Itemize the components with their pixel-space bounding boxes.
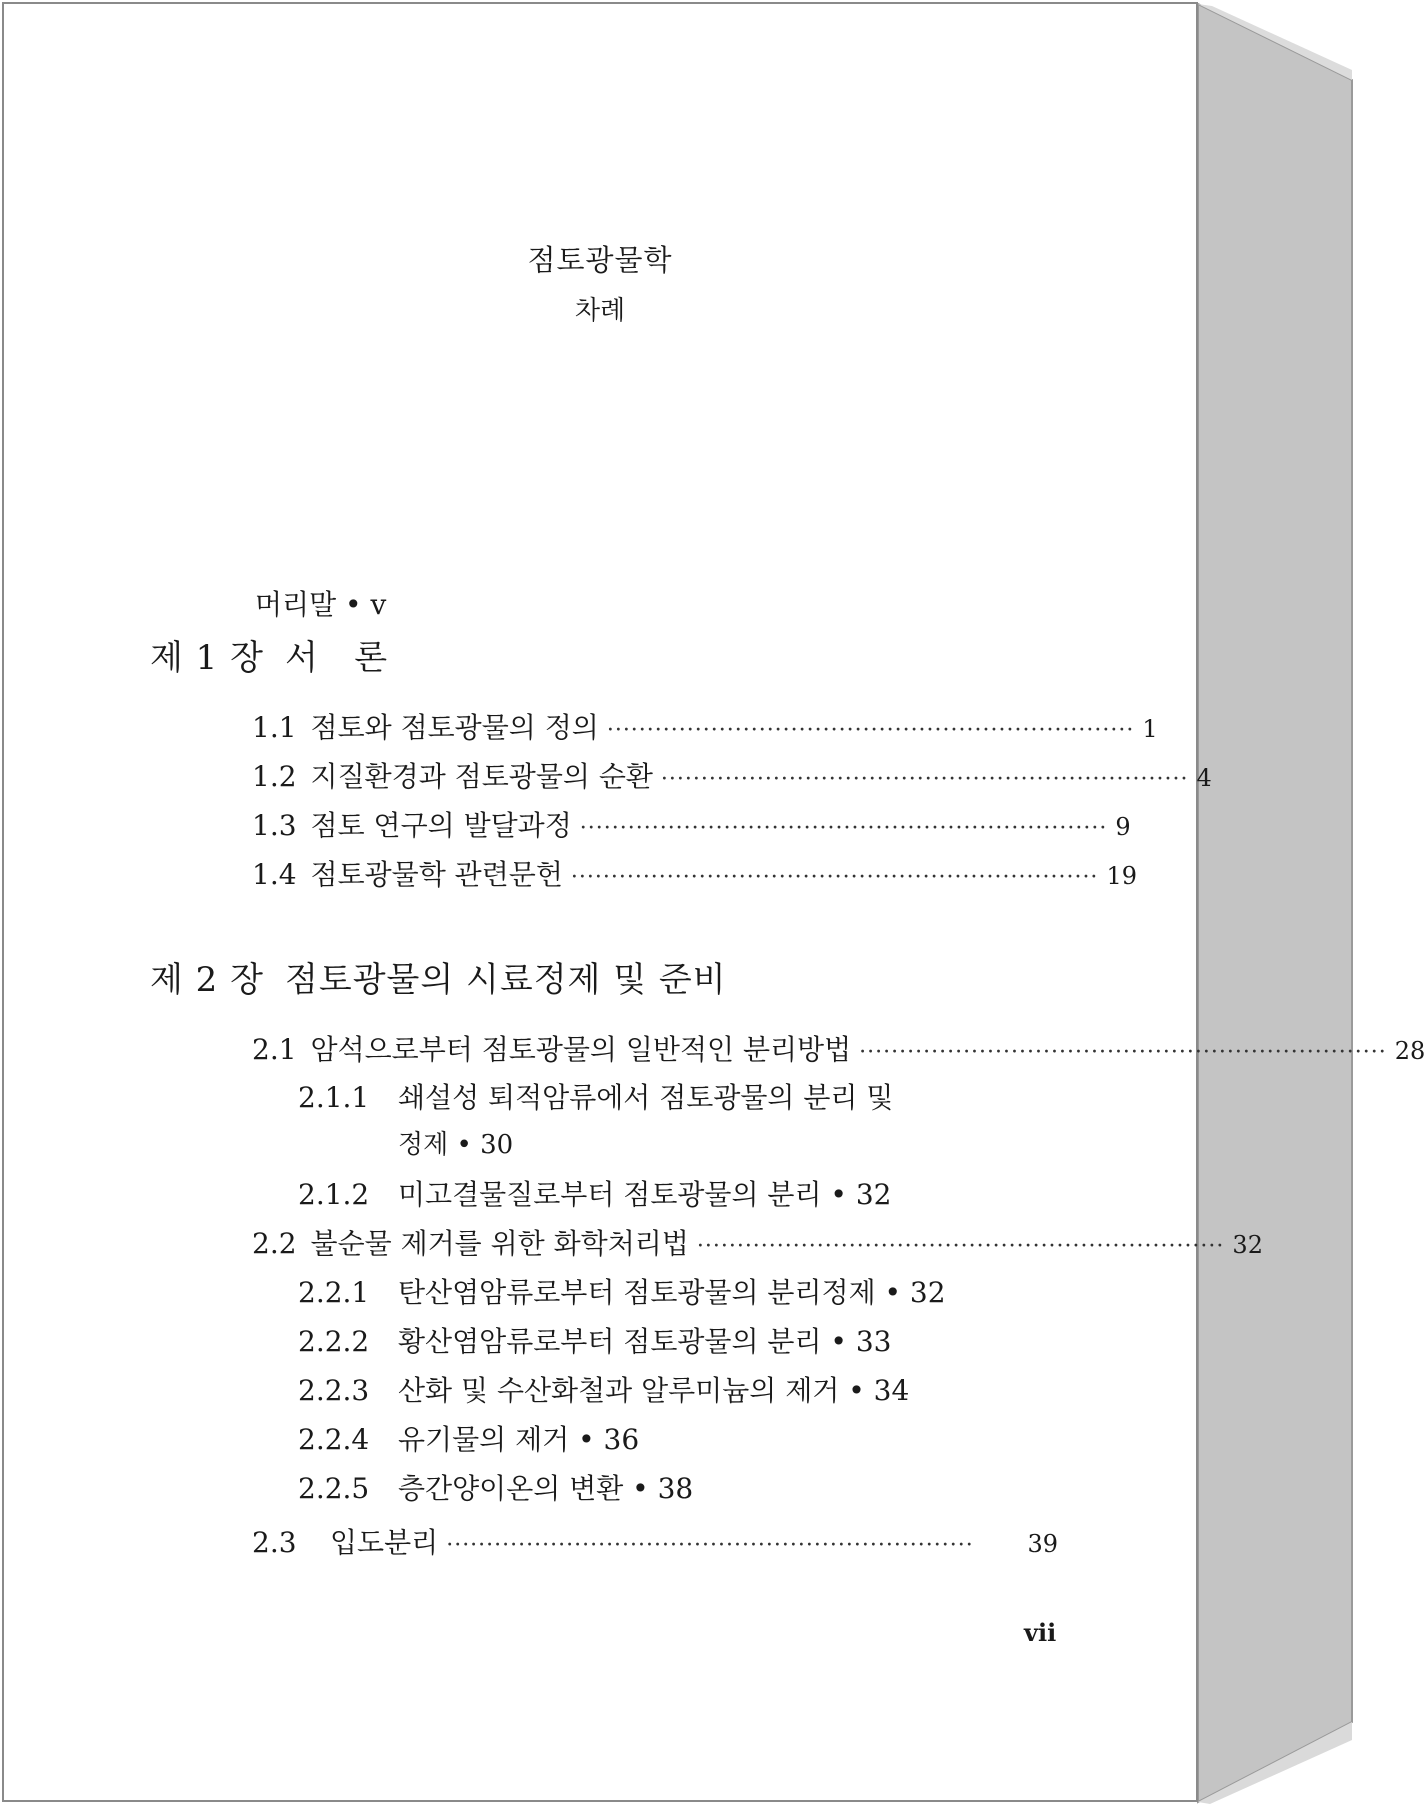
toc-entry-2-1-2[interactable] bbox=[298, 1173, 891, 1213]
chapter-number: 제 2 장 bbox=[150, 960, 264, 1000]
book-title: 점토광물학 bbox=[527, 243, 673, 277]
section-title: 점토와 점토광물의 정의 bbox=[310, 711, 599, 744]
section-title: 불순물 제거를 위한 화학처리법 bbox=[310, 1227, 689, 1260]
dot-leader: ·································································· bbox=[859, 1040, 1387, 1065]
page-number: 39 bbox=[1027, 1530, 1058, 1558]
section-title: 황산염암류로부터 점토광물의 분리 • 33 bbox=[398, 1325, 892, 1358]
section-number: 2.3 bbox=[252, 1526, 297, 1559]
section-number: 1.1 bbox=[252, 711, 297, 744]
section-title: 층간양이온의 변환 • 38 bbox=[398, 1472, 694, 1505]
section-number: 2.2 bbox=[252, 1227, 297, 1260]
chapter-number: 제 1 장 bbox=[150, 638, 264, 678]
section-title: 점토 연구의 발달과정 bbox=[310, 809, 572, 842]
dot-leader: ·································································· bbox=[446, 1533, 974, 1558]
section-number: 1.4 bbox=[252, 858, 297, 891]
toc-entry-2-2-5[interactable] bbox=[298, 1467, 693, 1507]
toc-entry-2-2-4[interactable] bbox=[298, 1418, 639, 1458]
section-number: 2.1 bbox=[252, 1033, 297, 1066]
section-number: 2.2.2 bbox=[298, 1325, 370, 1358]
toc-entry-1-1[interactable] bbox=[252, 706, 1158, 746]
section-number: 2.2.1 bbox=[298, 1276, 370, 1309]
toc-entry-2-1[interactable] bbox=[252, 1028, 1425, 1068]
section-number: 1.3 bbox=[252, 809, 297, 842]
toc-entry-2-2-2[interactable] bbox=[298, 1320, 891, 1360]
toc-entry-1-2[interactable] bbox=[252, 755, 1212, 795]
page-number: 32 bbox=[1232, 1231, 1263, 1259]
chapter-1-heading[interactable] bbox=[150, 630, 388, 679]
dot-leader: ·································································· bbox=[660, 767, 1189, 792]
toc-entry-2-2-3[interactable] bbox=[298, 1369, 909, 1409]
toc-entry-2-1-1-continued: 정제 • 30 bbox=[398, 1130, 514, 1160]
chapter-2-heading[interactable] bbox=[150, 952, 727, 1001]
section-title: 암석으로부터 점토광물의 일반적인 분리방법 bbox=[310, 1033, 852, 1066]
toc-entry-2-2-1[interactable] bbox=[298, 1271, 946, 1311]
dot-leader: ·································································· bbox=[579, 816, 1108, 841]
section-number: 2.1.1 bbox=[298, 1081, 370, 1114]
toc-heading: 차례 bbox=[574, 296, 626, 326]
page-number: 19 bbox=[1106, 862, 1137, 890]
section-title: 탄산염암류로부터 점토광물의 분리정제 • 32 bbox=[398, 1276, 946, 1309]
section-title: 산화 및 수산화철과 알루미늄의 제거 • 34 bbox=[398, 1374, 910, 1407]
chapter-title: 서 론 bbox=[285, 638, 389, 678]
section-title: 점토광물학 관련문헌 bbox=[310, 858, 563, 891]
section-number: 2.2.4 bbox=[298, 1423, 370, 1456]
section-title: 입도분리 bbox=[330, 1526, 439, 1559]
toc-entry-2-2[interactable] bbox=[252, 1222, 1263, 1262]
toc-entry-1-4[interactable] bbox=[252, 853, 1137, 893]
page-number: 9 bbox=[1115, 813, 1131, 841]
dot-leader: ·································································· bbox=[606, 718, 1135, 743]
section-title: 쇄설성 퇴적암류에서 점토광물의 분리 및 bbox=[398, 1081, 894, 1114]
section-title: 지질환경과 점토광물의 순환 bbox=[310, 760, 653, 793]
section-number: 2.2.3 bbox=[298, 1374, 370, 1407]
toc-entry-2-3[interactable] bbox=[252, 1521, 1058, 1561]
dot-leader: ·································································· bbox=[570, 865, 1099, 890]
page-number: 1 bbox=[1142, 715, 1158, 743]
toc-entry-2-1-1[interactable] bbox=[298, 1076, 893, 1116]
chapter-title: 점토광물의 시료정제 및 준비 bbox=[285, 960, 727, 1000]
toc-entry-1-3[interactable] bbox=[252, 804, 1131, 844]
section-title: 유기물의 제거 • 36 bbox=[398, 1423, 640, 1456]
folio-page-number: vii bbox=[1024, 1618, 1057, 1647]
section-number: 2.1.2 bbox=[298, 1178, 370, 1211]
dot-leader: ·································································· bbox=[696, 1234, 1225, 1259]
toc-preface: 머리말 • v bbox=[255, 588, 387, 621]
page-number: 4 bbox=[1196, 764, 1212, 792]
section-number: 1.2 bbox=[252, 760, 297, 793]
section-number: 2.2.5 bbox=[298, 1472, 370, 1505]
section-title: 미고결물질로부터 점토광물의 분리 • 32 bbox=[398, 1178, 892, 1211]
page-number: 28 bbox=[1394, 1037, 1425, 1065]
